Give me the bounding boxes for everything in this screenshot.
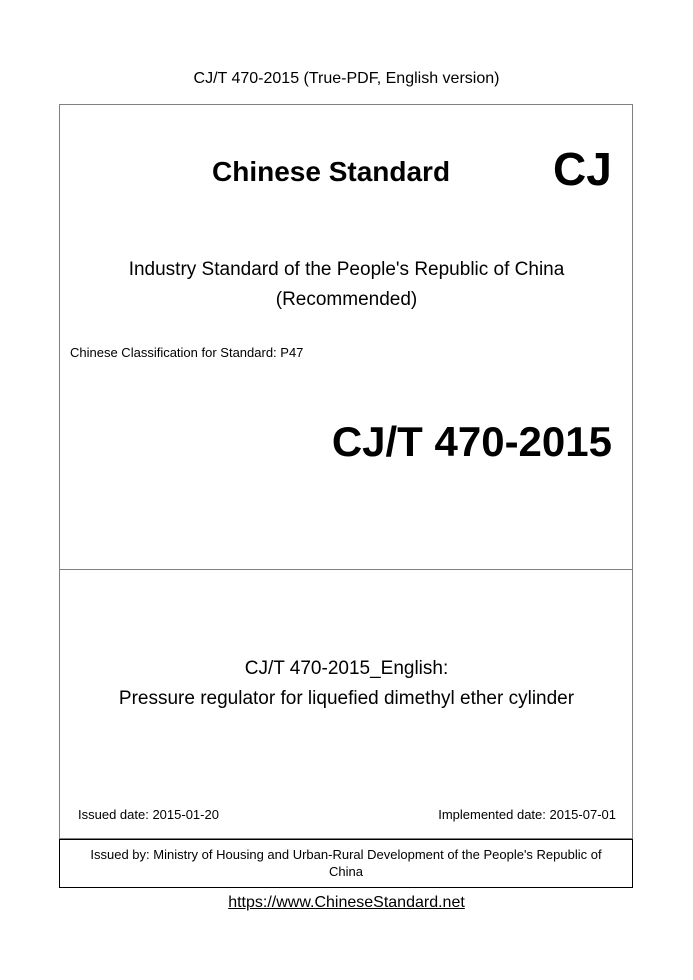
standard-number: CJ/T 470-2015 [331, 418, 612, 465]
title-line-1: CJ/T 470-2015_English: [244, 658, 449, 679]
chinese-standard-heading: Chinese Standard [212, 156, 451, 187]
industry-standard-text [0, 255, 693, 315]
title-line-2: Pressure regulator for liquefied dimethyl ether cylinder [118, 688, 575, 709]
cj-badge: CJ [553, 143, 612, 195]
industry-line-1: Industry Standard of the People's Republic of China [128, 259, 565, 280]
implemented-date: Implemented date: 2015-07-01 [438, 807, 616, 822]
industry-line-2: (Recommended) [275, 289, 418, 310]
document-header-title: CJ/T 470-2015 (True-PDF, English version) [193, 70, 500, 87]
website-link[interactable]: https://www.ChineseStandard.net [228, 894, 465, 911]
issued-date: Issued date: 2015-01-20 [78, 807, 219, 822]
issuer-line-2: China [329, 864, 363, 879]
document-title [0, 654, 693, 714]
issuer-box [59, 839, 633, 888]
classification-text: Chinese Classification for Standard: P47 [70, 345, 304, 360]
issuer-line-1: Issued by: Ministry of Housing and Urban-Rural Development of the People's Republic of [90, 847, 602, 862]
